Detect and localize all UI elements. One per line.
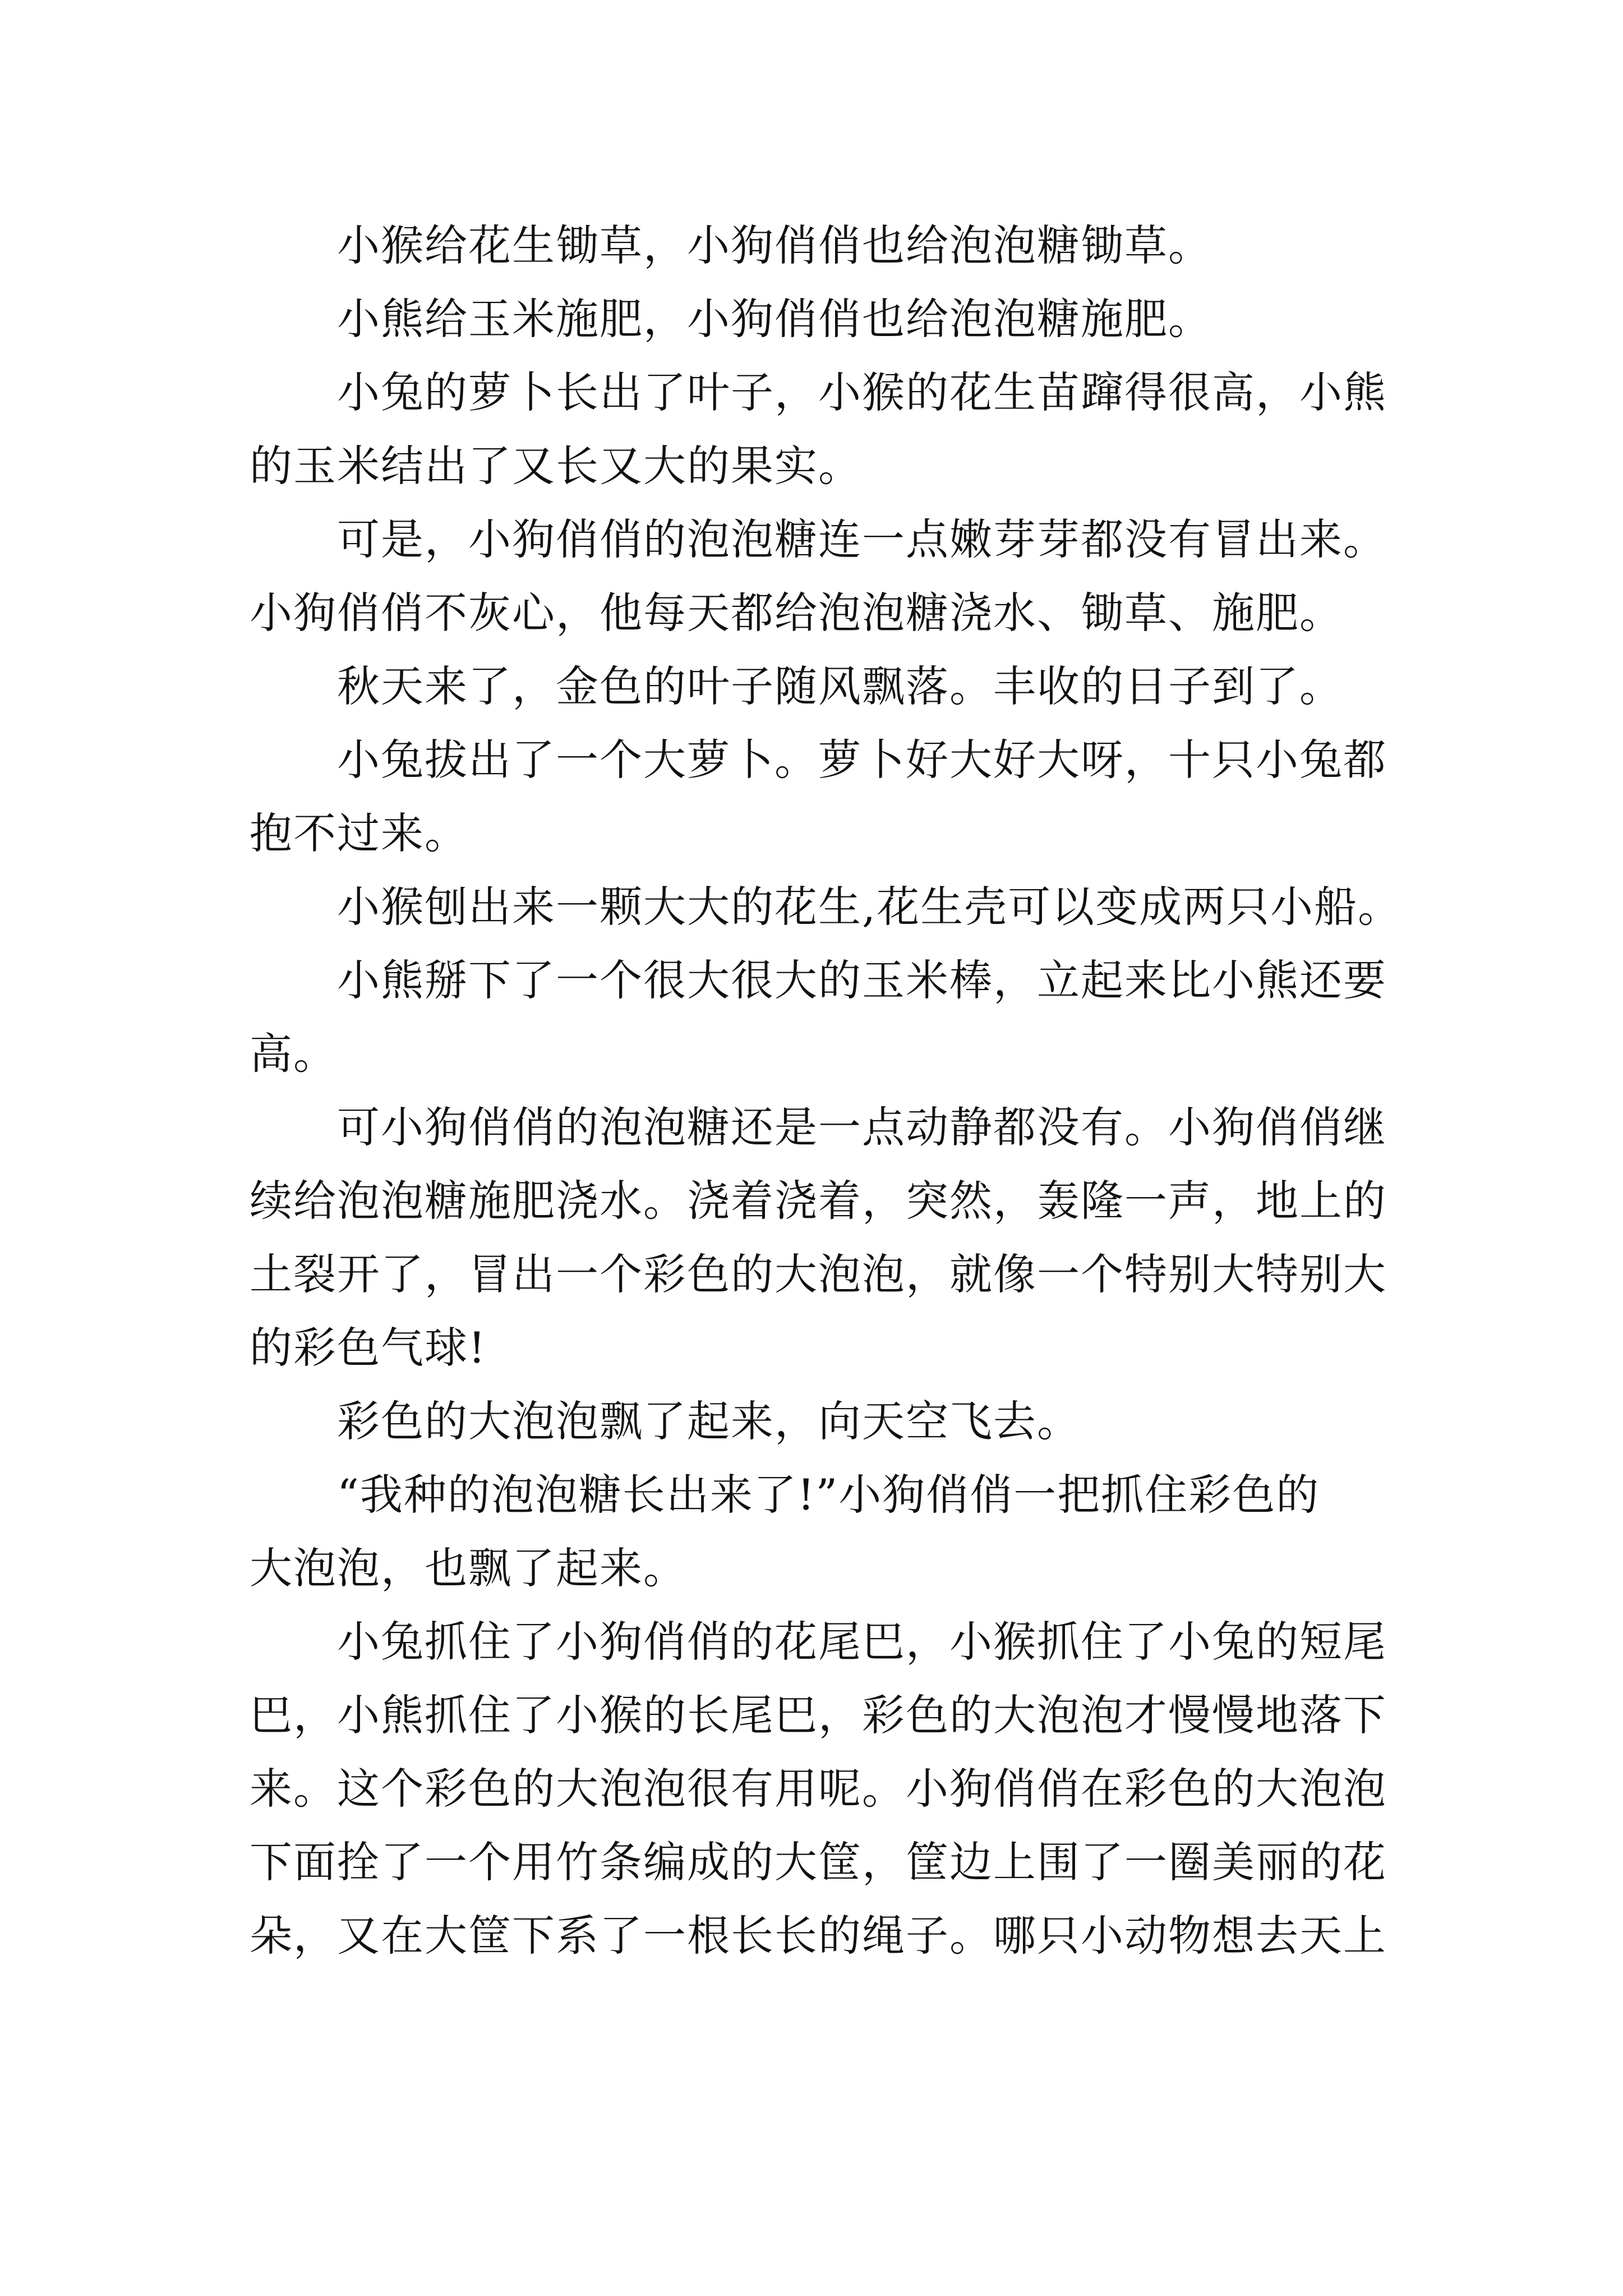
text-line: 来。这个彩色的大泡泡很有用呢。小狗俏俏在彩色的大泡泡: [250, 1764, 1387, 1814]
text-line: 巴，小熊抓住了小猴的长尾巴，彩色的大泡泡才慢慢地落下: [250, 1690, 1387, 1740]
text-line: 小熊给玉米施肥，小狗俏俏也给泡泡糖施肥。: [250, 294, 1212, 344]
text-line: 小兔抓住了小狗俏俏的花尾巴，小猴抓住了小兔的短尾: [250, 1617, 1387, 1667]
text-line: 小猴刨出来一颗大大的花生,花生壳可以变成两只小船。: [250, 882, 1402, 932]
text-line: 的彩色气球!: [250, 1323, 487, 1373]
text-line: 小兔的萝卜长出了叶子，小猴的花生苗蹿得很高，小熊: [250, 367, 1387, 417]
text-line: 下面拴了一个用竹条编成的大筐，筐边上围了一圈美丽的花: [250, 1837, 1387, 1887]
text-line: 大泡泡，也飘了起来。: [250, 1543, 687, 1593]
text-line: 小兔拔出了一个大萝卜。萝卜好大好大呀，十只小兔都: [250, 735, 1387, 785]
text-line: 的玉米结出了又长又大的果实。: [250, 441, 862, 491]
text-line: 朵，又在大筐下系了一根长长的绳子。哪只小动物想去天上: [250, 1911, 1387, 1961]
text-line: 小狗俏俏不灰心，他每天都给泡泡糖浇水、锄草、施肥。: [250, 588, 1343, 638]
text-line: 可是，小狗俏俏的泡泡糖连一点嫩芽芽都没有冒出来。: [250, 514, 1387, 564]
text-line: 小猴给花生锄草，小狗俏俏也给泡泡糖锄草。: [250, 220, 1212, 270]
text-line: “我种的泡泡糖长出来了!”小狗俏俏一把抓住彩色的: [250, 1470, 1320, 1520]
text-line: 可小狗俏俏的泡泡糖还是一点动静都没有。小狗俏俏继: [250, 1102, 1387, 1152]
text-line: 小熊掰下了一个很大很大的玉米棒，立起来比小熊还要: [250, 955, 1387, 1005]
text-line: 土裂开了，冒出一个彩色的大泡泡，就像一个特别大特别大: [250, 1249, 1387, 1299]
text-line: 彩色的大泡泡飘了起来，向天空飞去。: [250, 1396, 1081, 1446]
text-line: 抱不过来。: [250, 808, 468, 858]
text-line: 秋天来了，金色的叶子随风飘落。丰收的日子到了。: [250, 661, 1343, 711]
text-line: 高。: [250, 1029, 337, 1079]
text-line: 续给泡泡糖施肥浇水。浇着浇着，突然，轰隆一声，地上的: [250, 1176, 1387, 1226]
story-text: [250, 209, 1402, 1972]
